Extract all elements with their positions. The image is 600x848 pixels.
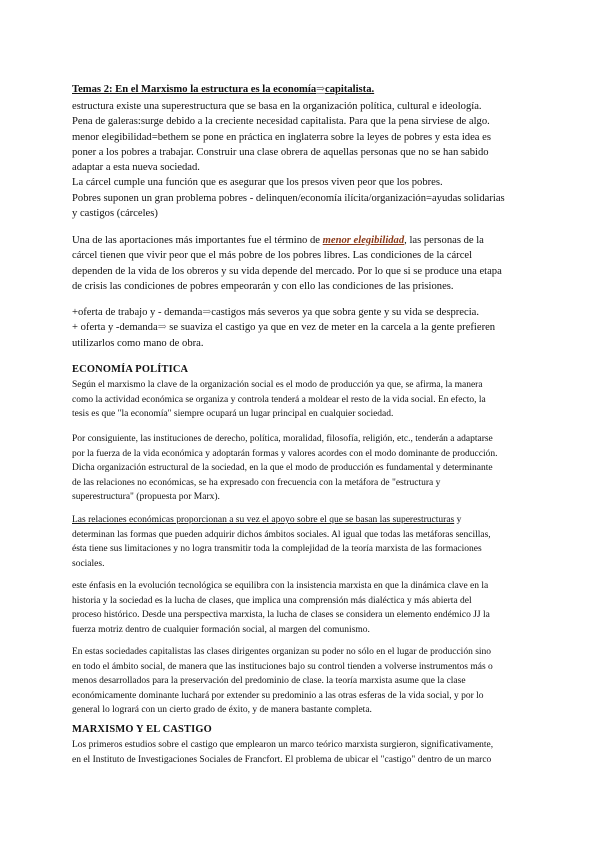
text-line (72, 233, 532, 248)
economia-paragraph-3 (72, 513, 532, 571)
underlined-text: Las relaciones económicas proporcionan a su vez el apoyo sobre el que se basan las superestructuras (72, 515, 455, 525)
text-line: determinan las formas que pueden adquirir dichos ámbitos sociales. Al igual que todas las metáforas sencillas, (72, 529, 491, 540)
text-line: general lo logrará con un cierto grado de éxito, y de manera bastante completa. (72, 705, 372, 716)
text-line: en todo el ámbito social, de manera que las instituciones bajo su control tienden a volverse instrumentos más o (72, 661, 493, 672)
text-fragment: , las personas de la (404, 235, 484, 246)
castigo-paragraph-1 (72, 738, 532, 767)
text-line: en el Instituto de Investigaciones Sociales de Francfort. El problema de ubicar el "castigo" dentro de un marco (72, 754, 492, 765)
text-line (72, 305, 532, 320)
page-title (72, 82, 532, 97)
text-line: La cárcel cumple una función que es asegurar que los presos viven peor que los pobres. (72, 177, 443, 189)
text-line: y castigos (cárceles) (72, 208, 158, 220)
text-line: proceso histórico. Desde una perspectiva marxista, la lucha de clases se considera un elemento endémico JJ la (72, 610, 490, 621)
text-fragment: se suaviza el castigo ya que en vez de meter en la carcela a la gente prefieren (166, 322, 496, 334)
text-fragment: castigos más severos ya que sobra gente y su vida se desprecia. (211, 307, 479, 318)
section-heading-castigo: MARXISMO Y EL CASTIGO (72, 724, 212, 735)
text-line: Por consiguiente, las instituciones de derecho, política, moralidad, filosofía, religión, etc., tenderán a adaptarse (72, 434, 493, 444)
text-line: cárcel tienen que vivir peor que el más pobre de los pobres libres. Las condiciones de la cárcel (72, 250, 473, 262)
implies-arrow-icon: ⇒ (202, 307, 212, 318)
text-line: de las relaciones no económicas, se ha expresado con frecuencia con la metáfora de "estructura y (72, 477, 441, 488)
implies-arrow-icon: ⇒ (316, 84, 326, 95)
text-line: Pobres suponen un gran problema pobres - delinquen/economía ilícita/organización=ayudas solidarias (72, 192, 505, 204)
oferta-demanda-notes (72, 305, 532, 351)
intro-notes (72, 99, 532, 221)
key-term: menor elegibilidad (322, 235, 405, 246)
text-line (72, 513, 532, 528)
text-line: por la fuerza de la vida económica y adoptarán formas y valores acordes con el modo dominante de producción. (72, 448, 498, 459)
economia-paragraph-1 (72, 378, 532, 422)
text-line: de crisis las condiciones de pobres empeorarán y con ello las condiciones de las prisiones. (72, 280, 454, 292)
text-line: historia y la sociedad es la lucha de clases, que implica una comprensión más dialéctica y más abierta del (72, 595, 472, 606)
text-fragment: y (454, 515, 462, 525)
text-line: Dicha organización estructural de la sociedad, en la que el modo de producción es fundamental y determinante (72, 463, 493, 474)
title-text: Temas 2: En el Marxismo la estructura es la economía (72, 84, 317, 95)
text-line: estructura existe una superestructura que se basa en la organización política, cultural e ideología. (72, 101, 482, 112)
text-line: dependen de la vida de los obreros y su vida depende del mercado. Por lo que si se produce una etapa (72, 265, 502, 277)
text-line: económicamente dominante luchará por extender su predominio a las otras esferas de la vida social, y por lo (72, 690, 484, 701)
economia-paragraph-5 (72, 645, 532, 718)
text-line: poner a los pobres a trabajar. Construir una clase obrera de aquellas personas que no se han sabido (72, 146, 489, 158)
text-line: ésta tiene sus limitaciones y no logra transmitir toda la complejidad de la teoría marxista de las formaciones (72, 544, 482, 555)
text-fragment: + oferta y -demanda (72, 322, 158, 334)
section-heading-economia: ECONOMÍA POLÍTICA (72, 364, 189, 375)
text-line: adaptar a esta nueva sociedad. (72, 162, 200, 174)
text-line: menos desarrollados para la preservación del predominio de clase. la teoría marxista asume que la clase (72, 676, 466, 687)
text-fragment: Una de las aportaciones más importantes fue el término de (72, 235, 323, 246)
text-line: En estas sociedades capitalistas las clases dirigentes organizan su poder no sólo en el lugar de producción sino (72, 647, 492, 657)
text-line: tesis es que "la economía" siempre ocupará un lugar principal en cualquier sociedad. (72, 409, 394, 420)
implies-arrow-icon: ⇒ (157, 322, 167, 334)
text-line: como la actividad económica se organiza y controla tenderá a moldear el resto de la vida social. En efecto, la (72, 394, 486, 405)
title-text-end: capitalista. (325, 84, 375, 95)
text-line: este énfasis en la evolución tecnológica se equilibra con la insistencia marxista en que la dinámica clave en la (72, 581, 489, 591)
economia-paragraph-4 (72, 579, 532, 637)
text-line (72, 320, 532, 335)
text-line: Los primeros estudios sobre el castigo que emplearon un marco teórico marxista surgieron, significativamente, (72, 740, 494, 750)
text-line: menor elegibilidad=bethem se pone en práctica en inglaterra sobre la leyes de pobres y esta idea es (72, 131, 491, 143)
text-line: fuerza motriz dentro de cualquier formación social, al margen del comunismo. (72, 624, 370, 635)
text-line: superestructura" (propuesta por Marx). (72, 492, 220, 503)
text-line: Según el marxismo la clave de la organización social es el modo de producción ya que, se afirma, la manera (72, 380, 483, 390)
text-line: utilizarlos como mano de obra. (72, 337, 204, 349)
text-fragment: +oferta de trabajo y - demanda (72, 307, 203, 318)
text-line: sociales. (72, 558, 105, 569)
elegibilidad-paragraph (72, 233, 532, 294)
text-line: Pena de galeras:surge debido a la creciente necesidad capitalista. Para que la pena sirviese de algo. (72, 116, 490, 128)
economia-paragraph-2 (72, 432, 532, 505)
